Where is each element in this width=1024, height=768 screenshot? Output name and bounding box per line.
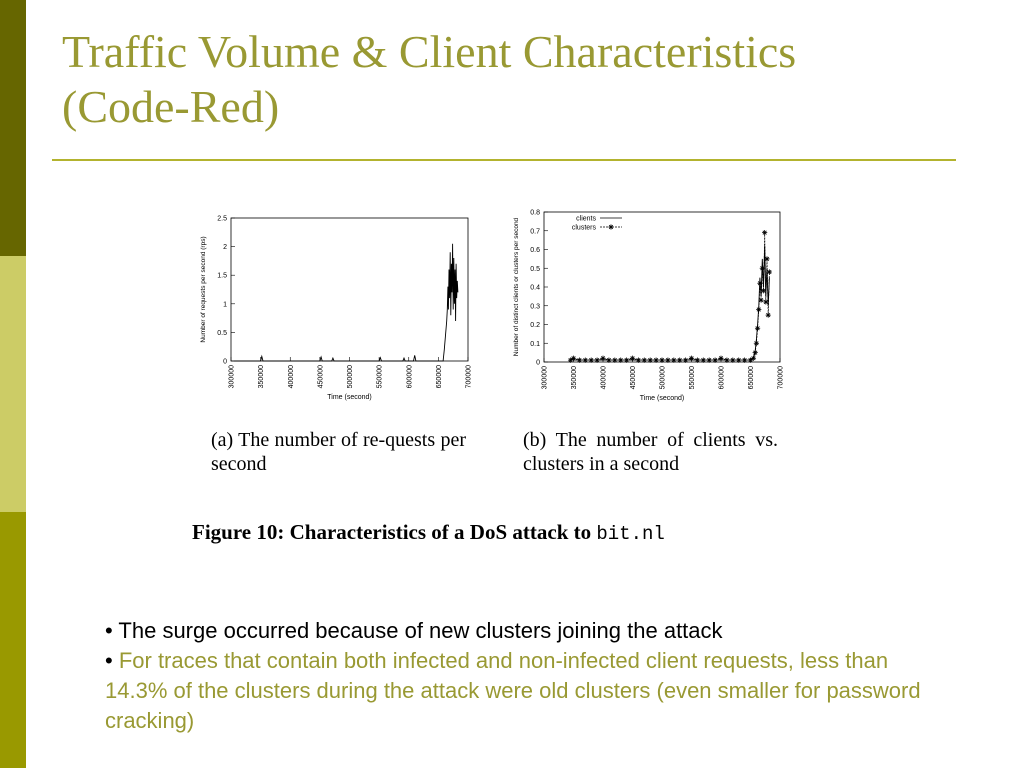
clusters-point xyxy=(624,358,629,363)
clusters-point xyxy=(724,358,729,363)
chart-clients-vs-clusters xyxy=(502,190,822,420)
bullet-item-2 xyxy=(105,646,955,736)
x-tick-label: 400000 xyxy=(287,365,295,389)
clusters-point xyxy=(754,341,759,346)
y-axis-label: Number of requests per second (rps) xyxy=(200,236,207,343)
sidebar-block-mid xyxy=(0,512,26,768)
series-line-clusters xyxy=(571,233,770,361)
clusters-point xyxy=(713,358,718,363)
clusters-point xyxy=(751,356,756,361)
bullet-marker-2: • xyxy=(105,648,113,673)
y-tick-label: 2.5 xyxy=(217,215,227,223)
clusters-point xyxy=(755,326,760,331)
plot-frame xyxy=(231,218,468,361)
bullet-text-2: For traces that contain both infected and non-infected client requests, less than 14.3% of the clusters during the attack were old clusters (even smaller for password cracking) xyxy=(105,648,921,733)
legend-label-clusters: clusters xyxy=(571,224,596,232)
x-tick-label: 450000 xyxy=(630,366,637,390)
plot-frame xyxy=(544,212,780,362)
legend-label-clients: clients xyxy=(576,215,596,223)
clusters-point xyxy=(583,358,588,363)
legend-marker-clusters xyxy=(608,224,613,229)
x-tick-label: 350000 xyxy=(571,366,578,390)
y-axis-label: Number of distinct clients or clusters per second xyxy=(513,217,520,357)
y-tick-label: 0.5 xyxy=(530,265,540,273)
x-tick-label: 550000 xyxy=(689,366,696,390)
x-tick-label: 350000 xyxy=(258,365,266,389)
clusters-point xyxy=(618,358,623,363)
x-tick-label: 300000 xyxy=(228,365,236,389)
clusters-point xyxy=(683,358,688,363)
clusters-point xyxy=(753,350,758,355)
clusters-point xyxy=(707,358,712,363)
slide-title xyxy=(62,24,992,134)
clusters-point xyxy=(762,230,767,235)
x-tick-label: 600000 xyxy=(718,366,726,390)
clusters-point xyxy=(665,358,670,363)
figure-area xyxy=(180,185,860,555)
clusters-point xyxy=(756,307,761,312)
caption-a: (a) The number of re-quests per second xyxy=(211,429,466,475)
x-tick-label: 650000 xyxy=(435,365,443,389)
clusters-point xyxy=(677,358,682,363)
clusters-point xyxy=(695,358,700,363)
y-tick-label: 0.4 xyxy=(530,284,540,292)
caption-b: (b) The number of clients vs. clusters in a second xyxy=(523,429,778,475)
clusters-point xyxy=(718,356,723,361)
figure-title xyxy=(192,520,665,545)
x-tick-label: 450000 xyxy=(317,365,325,389)
bullet-text-1: The surge occurred because of new clusters joining the attack xyxy=(118,618,723,643)
clusters-point xyxy=(701,358,706,363)
clusters-point xyxy=(730,358,735,363)
sidebar-accent-bar xyxy=(0,0,26,768)
clusters-point xyxy=(595,358,600,363)
y-tick-label: 0.1 xyxy=(530,340,540,348)
y-tick-label: 0.8 xyxy=(530,209,540,217)
x-tick-label: 400000 xyxy=(600,366,608,390)
x-tick-label: 300000 xyxy=(541,366,549,390)
clusters-point xyxy=(659,358,664,363)
figure-title-code: bit.nl xyxy=(596,523,665,545)
clusters-point xyxy=(606,358,611,363)
clusters-point xyxy=(630,356,635,361)
chart-requests-per-second xyxy=(180,200,480,430)
x-tick-label: 700000 xyxy=(465,365,473,389)
x-tick-label: 600000 xyxy=(406,365,414,389)
clusters-point xyxy=(589,358,594,363)
clusters-point xyxy=(648,358,653,363)
x-tick-label: 500000 xyxy=(347,365,354,389)
y-tick-label: 0 xyxy=(536,359,540,367)
bullet-marker-1: • xyxy=(105,618,113,643)
clusters-point xyxy=(636,358,641,363)
clusters-point xyxy=(689,356,694,361)
clusters-point xyxy=(671,358,676,363)
figure-title-text: Figure 10: Characteristics of a DoS attack to xyxy=(192,520,597,544)
x-tick-label: 700000 xyxy=(777,366,785,390)
x-tick-label: 550000 xyxy=(376,365,384,389)
clusters-point xyxy=(736,358,741,363)
x-tick-label: 500000 xyxy=(659,366,667,390)
y-tick-label: 0.7 xyxy=(530,228,540,236)
y-tick-label: 1 xyxy=(223,301,227,309)
y-tick-label: 1.5 xyxy=(217,272,227,280)
title-divider xyxy=(52,159,956,161)
clusters-point xyxy=(742,358,747,363)
clusters-point xyxy=(612,358,617,363)
y-tick-label: 0.3 xyxy=(530,303,540,311)
y-tick-label: 0.5 xyxy=(217,329,227,337)
slide-title-line2: (Code-Red) xyxy=(62,81,280,132)
clusters-point xyxy=(763,299,768,304)
sidebar-block-dark xyxy=(0,0,26,256)
bullet-list xyxy=(105,616,955,736)
x-tick-label: 650000 xyxy=(748,366,755,390)
series-line-requests xyxy=(234,244,458,361)
bullet-item-1 xyxy=(105,616,955,646)
slide-title-line1: Traffic Volume & Client Characteristics xyxy=(62,26,797,77)
clusters-point xyxy=(654,358,659,363)
y-tick-label: 0.6 xyxy=(530,247,540,254)
y-tick-label: 2 xyxy=(223,244,227,252)
y-tick-label: 0 xyxy=(223,358,227,366)
series-line-clients xyxy=(571,246,770,360)
x-axis-label: Time (second) xyxy=(639,395,685,402)
y-tick-label: 0.2 xyxy=(530,322,540,329)
clusters-point xyxy=(577,358,582,363)
clusters-point xyxy=(642,358,647,363)
clusters-point xyxy=(766,313,771,318)
sidebar-block-light xyxy=(0,256,26,512)
x-axis-label: Time (second) xyxy=(327,394,372,401)
